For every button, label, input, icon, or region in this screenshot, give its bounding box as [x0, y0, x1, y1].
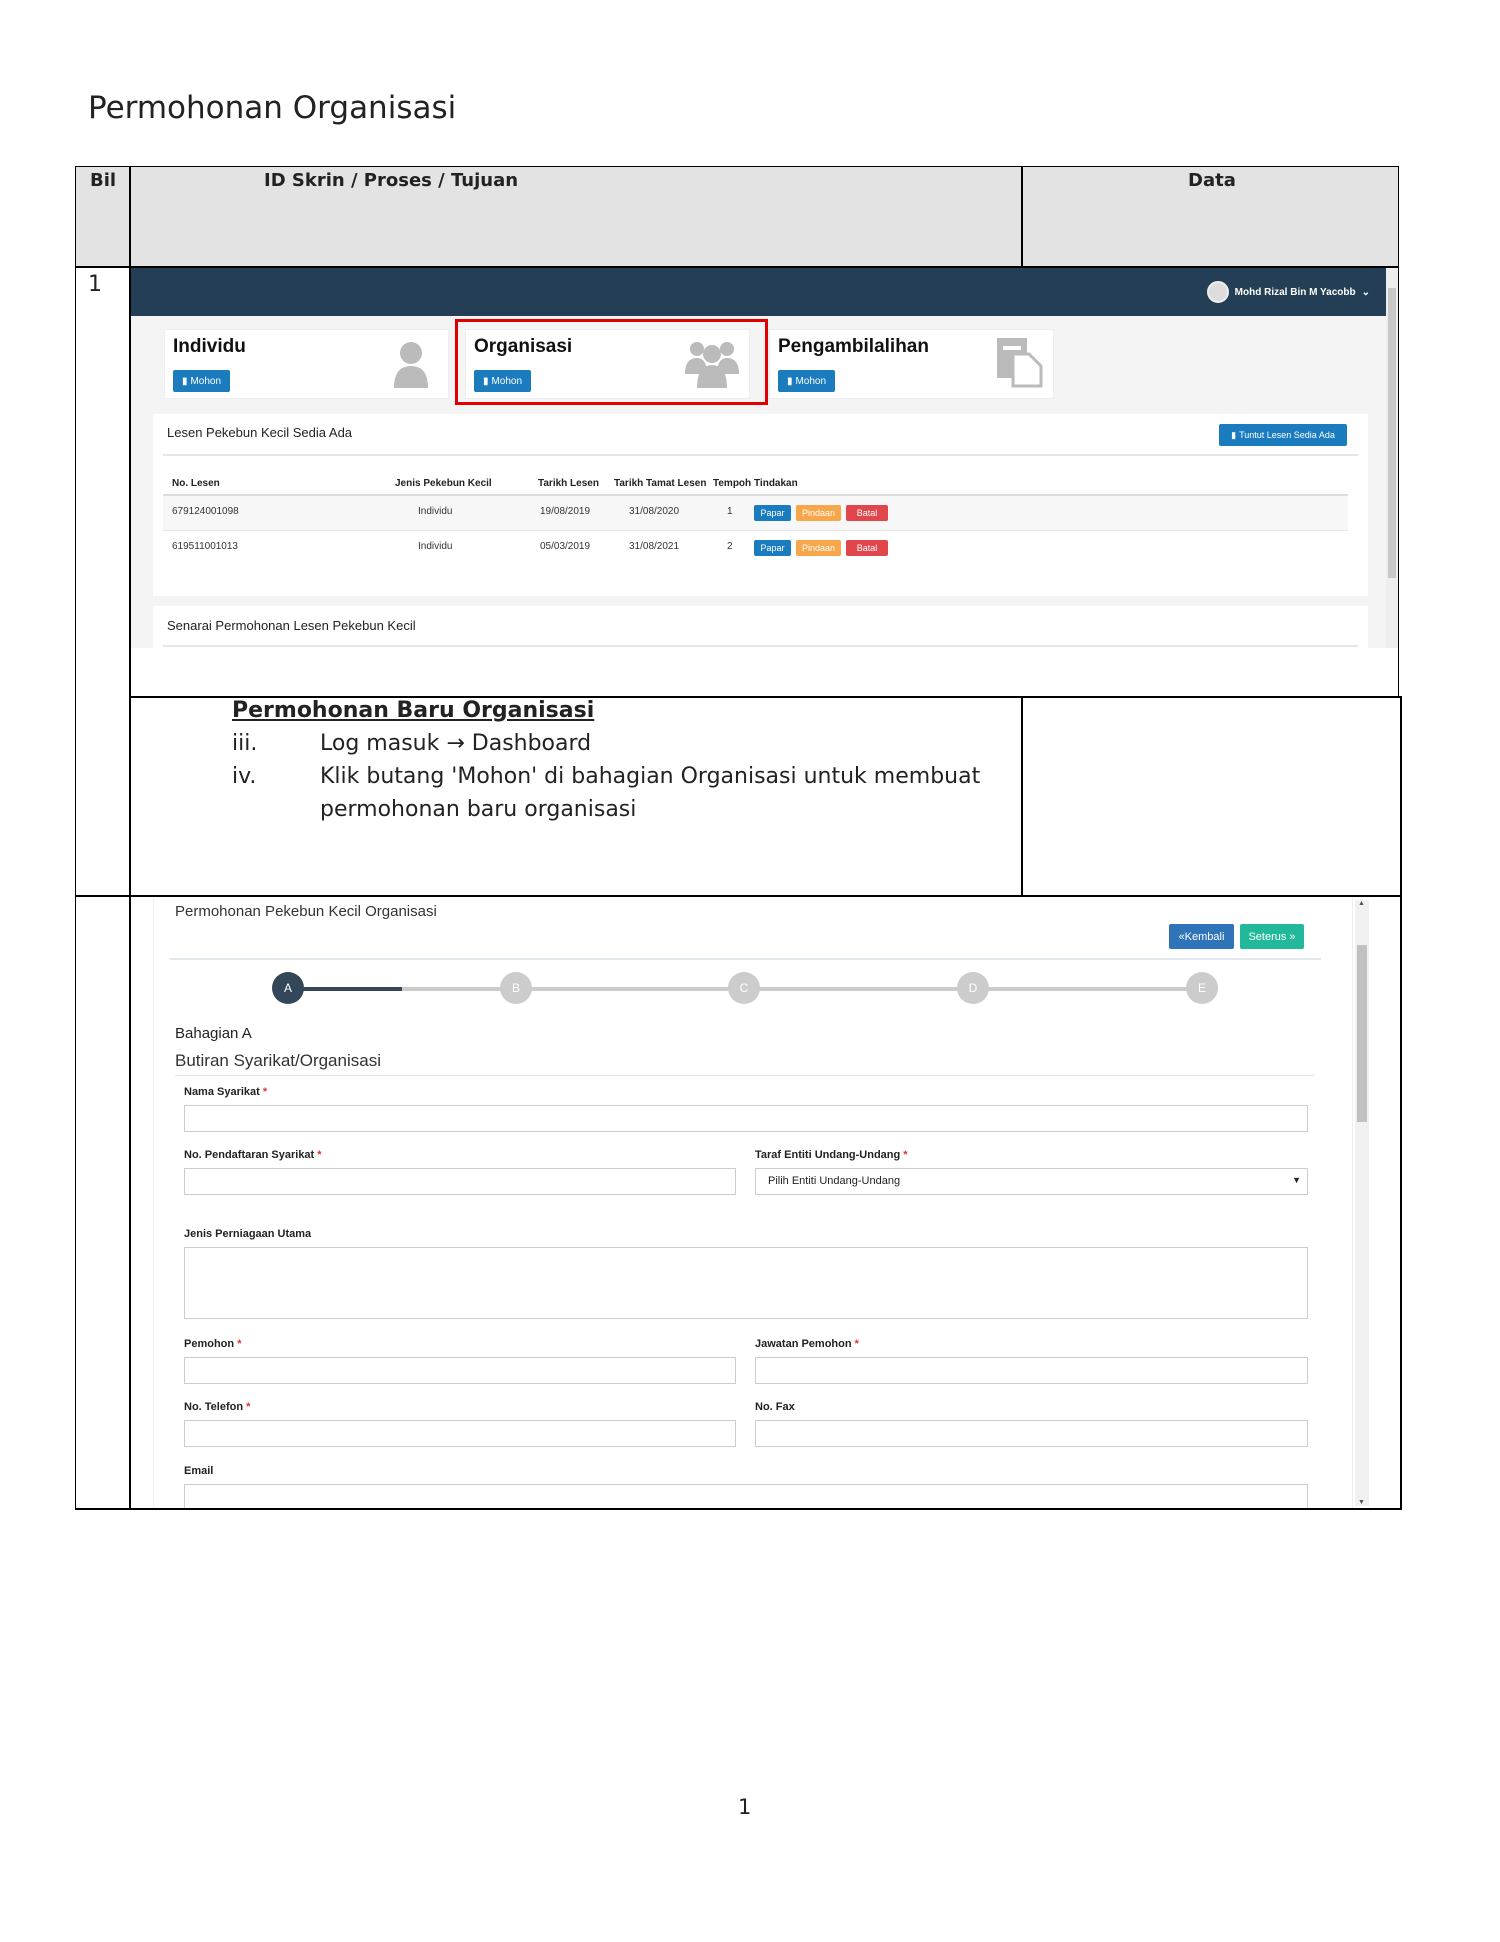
email-input[interactable]	[184, 1484, 1308, 1508]
no-fax-input[interactable]	[755, 1420, 1308, 1447]
mohon-button-individu[interactable]: ▮ Mohon	[173, 370, 230, 392]
step-number: iii.	[232, 731, 258, 756]
panel-title: Senarai Permohonan Lesen Pekebun Kecil	[167, 618, 416, 633]
step-text: permohonan baru organisasi	[320, 797, 637, 822]
col-header: No. Lesen	[172, 478, 220, 489]
page-number: 1	[738, 1795, 752, 1819]
label-email: Email	[184, 1465, 214, 1477]
scroll-down-icon[interactable]: ▼	[1358, 1499, 1365, 1506]
label-nama-syarikat: Nama Syarikat *	[184, 1086, 268, 1098]
col-header: Jenis Pekebun Kecil	[395, 478, 492, 489]
card-title: Individu	[173, 336, 246, 357]
col-header: Tindakan	[754, 478, 798, 489]
pemohon-input[interactable]	[184, 1357, 736, 1384]
table-row: 679124001098 Individu 19/08/2019 31/08/2020 1 Papar Pindaan Batal	[163, 496, 1348, 530]
seterus-button[interactable]: Seterus »	[1240, 924, 1304, 949]
kembali-button[interactable]: «Kembali	[1169, 924, 1234, 949]
jenis-perniagaan-textarea[interactable]	[184, 1247, 1308, 1319]
mohon-button-pengambilalihan[interactable]: ▮ Mohon	[778, 370, 835, 392]
header-bil: Bil	[90, 170, 117, 191]
user-menu[interactable]	[1207, 281, 1370, 303]
avatar	[1207, 281, 1229, 303]
application-list-panel	[153, 606, 1368, 648]
chevron-down-icon: ⌄	[1361, 286, 1370, 298]
step-number: iv.	[232, 764, 257, 789]
form-title: Permohonan Pekebun Kecil Organisasi	[175, 903, 437, 920]
navbar	[130, 268, 1398, 316]
license-table	[163, 478, 1348, 578]
card-pengambilalihan	[769, 329, 1054, 399]
user-icon	[392, 340, 430, 388]
header-id: ID Skrin / Proses / Tujuan	[264, 170, 519, 191]
col-header: Tarikh Tamat Lesen	[614, 478, 707, 489]
dashboard-screenshot	[130, 268, 1398, 648]
col-header: Tarikh Lesen	[538, 478, 599, 489]
taraf-entiti-select[interactable]: Pilih Entiti Undang-Undang ▼	[755, 1168, 1308, 1195]
batal-button[interactable]: Batal	[846, 505, 888, 521]
caret-down-icon: ▼	[1292, 1175, 1301, 1185]
mohon-button-organisasi[interactable]: ▮ Mohon	[474, 370, 531, 392]
form-scrollbar[interactable]	[1355, 900, 1369, 1506]
table-row: 619511001013 Individu 05/03/2019 31/08/2021 2 Papar Pindaan Batal	[163, 531, 1348, 565]
row-number: 1	[88, 272, 102, 297]
nama-syarikat-input[interactable]	[184, 1105, 1308, 1132]
license-panel	[153, 414, 1368, 596]
label-no-telefon: No. Telefon *	[184, 1401, 251, 1413]
no-telefon-input[interactable]	[184, 1420, 736, 1447]
pindaan-button[interactable]: Pindaan	[796, 540, 841, 556]
label-no-fax: No. Fax	[755, 1401, 795, 1413]
label-jenis-perniagaan: Jenis Perniagaan Utama	[184, 1228, 312, 1240]
jawatan-pemohon-input[interactable]	[755, 1357, 1308, 1384]
card-individu	[164, 329, 449, 399]
header-data: Data	[1188, 170, 1236, 191]
step-a[interactable]: A	[272, 972, 304, 1004]
panel-title: Lesen Pekebun Kecil Sedia Ada	[167, 425, 353, 440]
step-b[interactable]: B	[500, 972, 532, 1004]
card-title: Pengambilalihan	[778, 336, 929, 357]
stepper-progress	[288, 987, 402, 991]
pindaan-button[interactable]: Pindaan	[796, 505, 841, 521]
scroll-up-icon[interactable]: ▲	[1358, 900, 1365, 907]
step-e[interactable]: E	[1186, 972, 1218, 1004]
step-c[interactable]: C	[728, 972, 760, 1004]
document-title: Permohonan Organisasi	[88, 90, 457, 126]
papar-button[interactable]: Papar	[754, 540, 791, 556]
subsection-heading: Butiran Syarikat/Organisasi	[175, 1051, 381, 1070]
label-no-pendaftaran: No. Pendaftaran Syarikat *	[184, 1149, 322, 1161]
label-jawatan-pemohon: Jawatan Pemohon *	[755, 1338, 859, 1350]
no-pendaftaran-input[interactable]	[184, 1168, 736, 1195]
user-name: Mohd Rizal Bin M Yacobb	[1234, 286, 1356, 298]
label-taraf-entiti: Taraf Entiti Undang-Undang *	[755, 1149, 908, 1161]
batal-button[interactable]: Batal	[846, 540, 888, 556]
tuntut-lesen-button[interactable]: ▮ Tuntut Lesen Sedia Ada	[1219, 424, 1347, 446]
step-text: Log masuk → Dashboard	[320, 731, 592, 756]
card-title: Organisasi	[474, 336, 573, 357]
instructions-heading: Permohonan Baru Organisasi	[232, 698, 595, 723]
scrollbar[interactable]	[1386, 268, 1398, 648]
section-label: Bahagian A	[175, 1025, 252, 1042]
col-header: Tempoh	[713, 478, 752, 489]
step-text: Klik butang 'Mohon' di bahagian Organisasi untuk membuat	[320, 764, 981, 789]
papar-button[interactable]: Papar	[754, 505, 791, 521]
step-d[interactable]: D	[957, 972, 989, 1004]
highlight-box	[455, 319, 768, 405]
label-pemohon: Pemohon *	[184, 1338, 242, 1350]
copy-file-icon	[995, 336, 1043, 388]
